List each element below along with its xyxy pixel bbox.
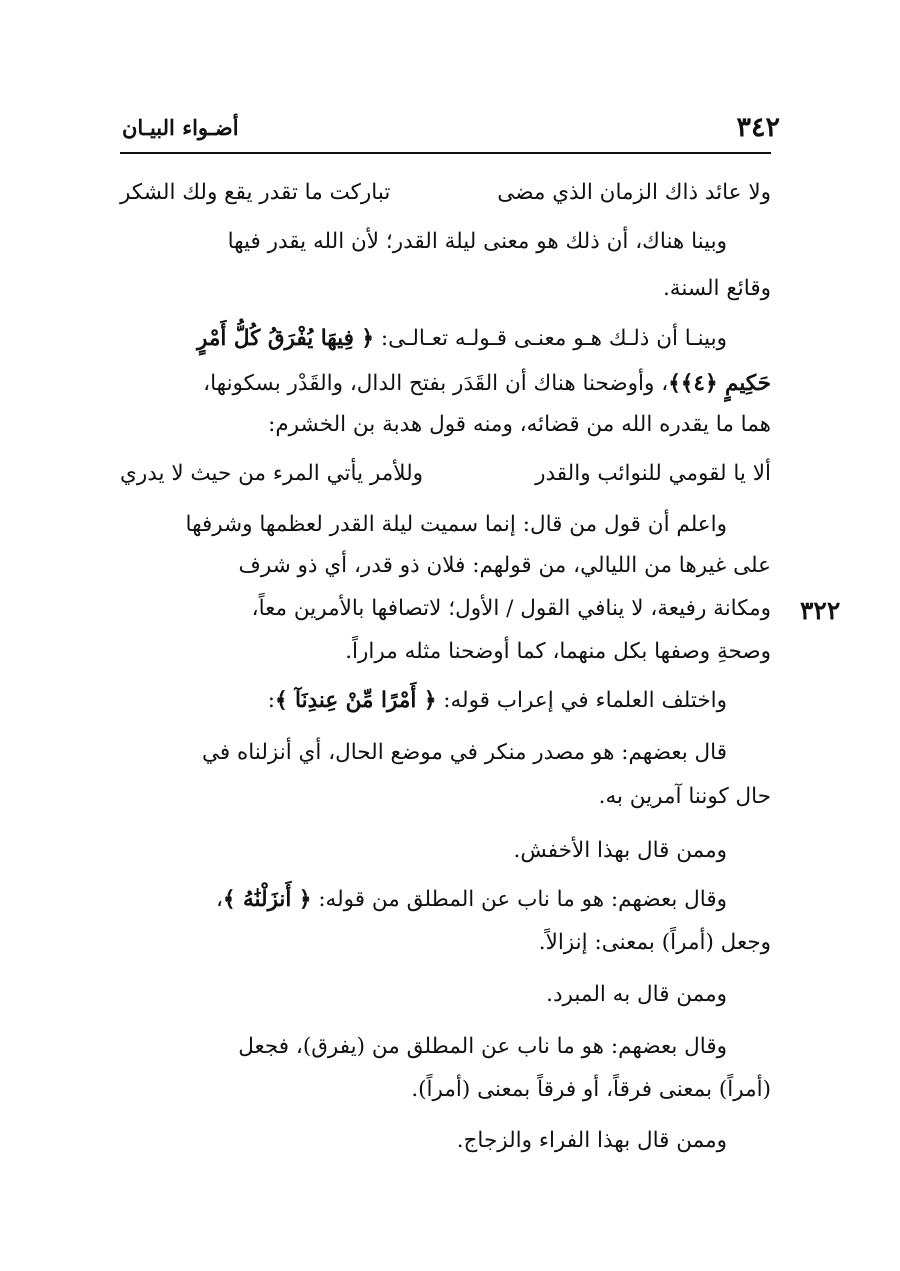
paragraph-line: وجعل (أمراً) بمعنى: إنزالاً. [538, 930, 771, 955]
paragraph-line [120, 887, 771, 912]
paragraph-line: على غيرها من الليالي، من قولهم: فلان ذو قدر، أي ذو شرف [238, 553, 771, 578]
book-title: أضـواء البيـان [122, 115, 239, 140]
paragraph-line: وممن قال به المبرد. [546, 982, 727, 1007]
paragraph-text: واختلف العلماء في إعراب قوله: [436, 688, 727, 713]
paragraph-line: وممن قال بهذا الأخفش. [513, 838, 727, 863]
paragraph-line [120, 371, 771, 396]
quran-quote: حَكِيمٍ ﴿٤﴾﴾ [668, 371, 771, 396]
punctuation: : [267, 688, 275, 713]
poetry-verse-2 [120, 461, 771, 486]
paragraph-line: وبينا هناك، أن ذلك هو معنى ليلة القدر؛ لأن الله يقدر فيها [227, 229, 727, 254]
verse-hemistich-right: ألا يا لقومي للنوائب والقدر [535, 461, 771, 486]
paragraph-line [120, 326, 771, 351]
poetry-verse-1 [120, 180, 771, 205]
paragraph-line: قال بعضهم: هو مصدر منكر في موضع الحال، أي أنزلناه في [202, 740, 727, 765]
paragraph-line [120, 688, 771, 713]
paragraph-line: ومكانة رفيعة، لا ينافي القول / الأول؛ لاتصافها بالأمرين معاً، [251, 596, 771, 621]
paragraph-text: ، وأوضحنا هناك أن القَدَر بفتح الدال، والقَدْر بسكونها، [203, 371, 669, 396]
paragraph-line: وممن قال بهذا الفراء والزجاج. [456, 1128, 727, 1153]
paragraph-line: وقال بعضهم: هو ما ناب عن المطلق من (يفرق)، فجعل [238, 1034, 727, 1059]
paragraph-line: (أمراً) بمعنى فرقاً، أو فرقاً بمعنى (أمراً). [411, 1077, 771, 1102]
paragraph-line: وقائع السنة. [662, 276, 771, 301]
paragraph-text: وقال بعضهم: هو ما ناب عن المطلق من قوله: [311, 887, 727, 912]
paragraph-line: حال كوننا آمرين به. [598, 784, 771, 809]
verse-hemistich-left: تباركت ما تقدر يقع ولك الشكر [120, 180, 391, 205]
page-number: ٣٤٢ [736, 112, 780, 143]
punctuation: ، [215, 887, 223, 912]
paragraph-line: واعلم أن قول من قال: إنما سميت ليلة القدر لعظمها وشرفها [185, 512, 727, 537]
paragraph-text: وبينـا أن ذلـك هـو معنـى قـولـه تعـالـى: [374, 326, 727, 351]
verse-hemistich-left: وللأمر يأتي المرء من حيث لا يدري [120, 461, 424, 486]
paragraph-line: هما ما يقدره الله من قضائه، ومنه قول هدبة بن الخشرم: [268, 412, 771, 437]
paragraph-line: وصحةِ وصفها بكل منهما، كما أوضحنا مثله مراراً. [345, 639, 771, 664]
body-text [120, 0, 771, 1271]
quran-quote: ﴿ أَنزَلْنَٰهُ ﴾ [222, 887, 312, 912]
margin-page-reference: ٣٢٢ [800, 596, 841, 625]
quran-quote: ﴿ فِيهَا يُفْرَقُ كُلُّ أَمْرٍ [196, 326, 375, 351]
quran-quote: ﴿ أَمْرًا مِّنْ عِندِنَآ ﴾ [274, 688, 437, 713]
verse-hemistich-right: ولا عائد ذاك الزمان الذي مضى [497, 180, 771, 205]
